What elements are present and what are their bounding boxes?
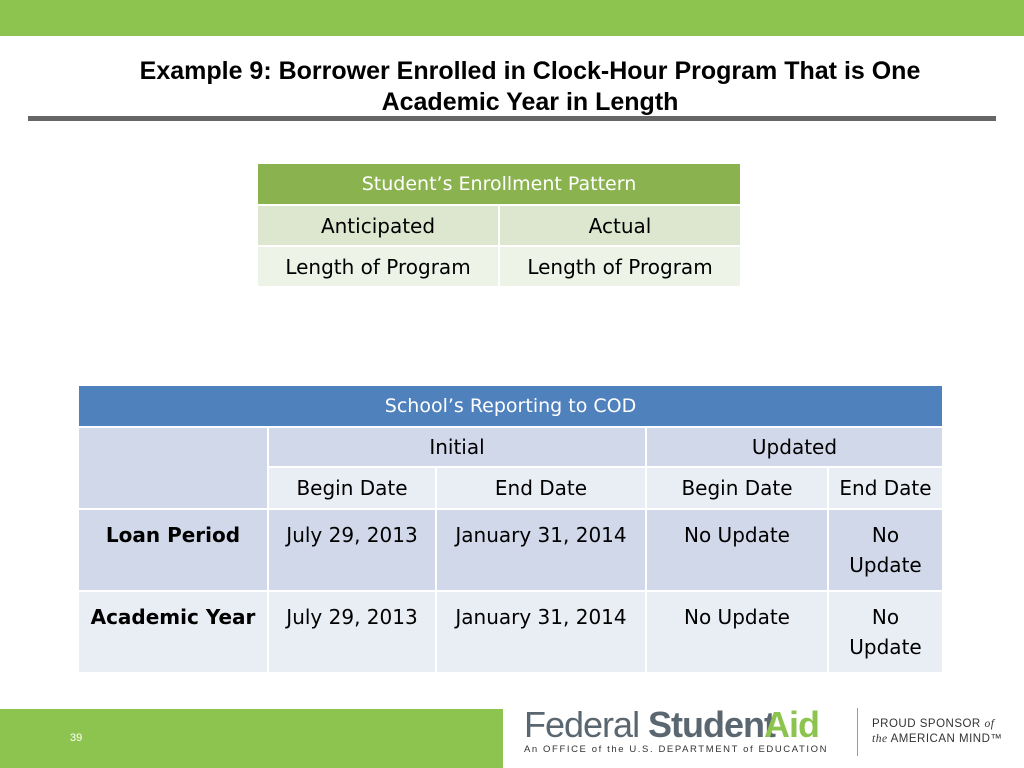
- federal-student-aid-logo: [524, 704, 844, 764]
- enrollment-cell-anticipated: Length of Program: [257, 246, 499, 287]
- academic-year-initial-end: January 31, 2014: [436, 591, 646, 673]
- sponsor-line2-b: AMERICAN MIND™: [887, 733, 1003, 745]
- logo-federal-text: Federal: [524, 704, 640, 745]
- enrollment-col-actual: Actual: [499, 205, 741, 246]
- table-row: [78, 509, 943, 591]
- cod-subcol-updated-end: End Date: [828, 467, 943, 509]
- academic-year-updated-begin: No Update: [646, 591, 828, 673]
- enrollment-col-anticipated: Anticipated: [257, 205, 499, 246]
- table-row: [78, 591, 943, 673]
- cod-group-updated: Updated: [646, 427, 943, 467]
- row-label-loan-period: Loan Period: [78, 509, 268, 591]
- cod-subcol-initial-end: End Date: [436, 467, 646, 509]
- enrollment-cell-actual: Length of Program: [499, 246, 741, 287]
- cod-subcol-updated-begin: Begin Date: [646, 467, 828, 509]
- loan-period-initial-begin: July 29, 2013: [268, 509, 436, 591]
- cod-subcol-initial-begin: Begin Date: [268, 467, 436, 509]
- academic-year-initial-begin: July 29, 2013: [268, 591, 436, 673]
- logo-student-text: Student: [648, 704, 775, 745]
- slide-title-line1: Example 9: Borrower Enrolled in Clock-Hour Program That is One: [139, 57, 921, 85]
- slide-title-line2: Academic Year in Length: [381, 88, 679, 116]
- title-divider: [28, 116, 996, 121]
- footer-divider: [857, 708, 858, 756]
- sponsor-line2-a: the: [872, 733, 888, 745]
- sponsor-line1-b: of: [984, 718, 995, 730]
- enrollment-pattern-table: [256, 162, 742, 288]
- enrollment-table-header: Student’s Enrollment Pattern: [257, 163, 741, 205]
- loan-period-initial-end: January 31, 2014: [436, 509, 646, 591]
- logo-tagline: An OFFICE of the U.S. DEPARTMENT of EDUCATION: [524, 744, 829, 755]
- academic-year-updated-end: No Update: [828, 591, 943, 673]
- cod-reporting-table: [77, 384, 944, 674]
- loan-period-updated-end: No Update: [828, 509, 943, 591]
- logo-aid-text: Aid: [764, 704, 819, 745]
- sponsor-line1-a: PROUD SPONSOR: [872, 718, 985, 730]
- loan-period-updated-begin: No Update: [646, 509, 828, 591]
- slide-title: [60, 56, 1000, 118]
- page-number: 39: [70, 732, 83, 744]
- top-accent-bar: [0, 0, 1024, 36]
- cod-corner-cell: [78, 427, 268, 509]
- cod-group-initial: Initial: [268, 427, 646, 467]
- row-label-academic-year: Academic Year: [78, 591, 268, 673]
- cod-table-header: School’s Reporting to COD: [78, 385, 943, 427]
- sponsor-text: [872, 717, 1002, 747]
